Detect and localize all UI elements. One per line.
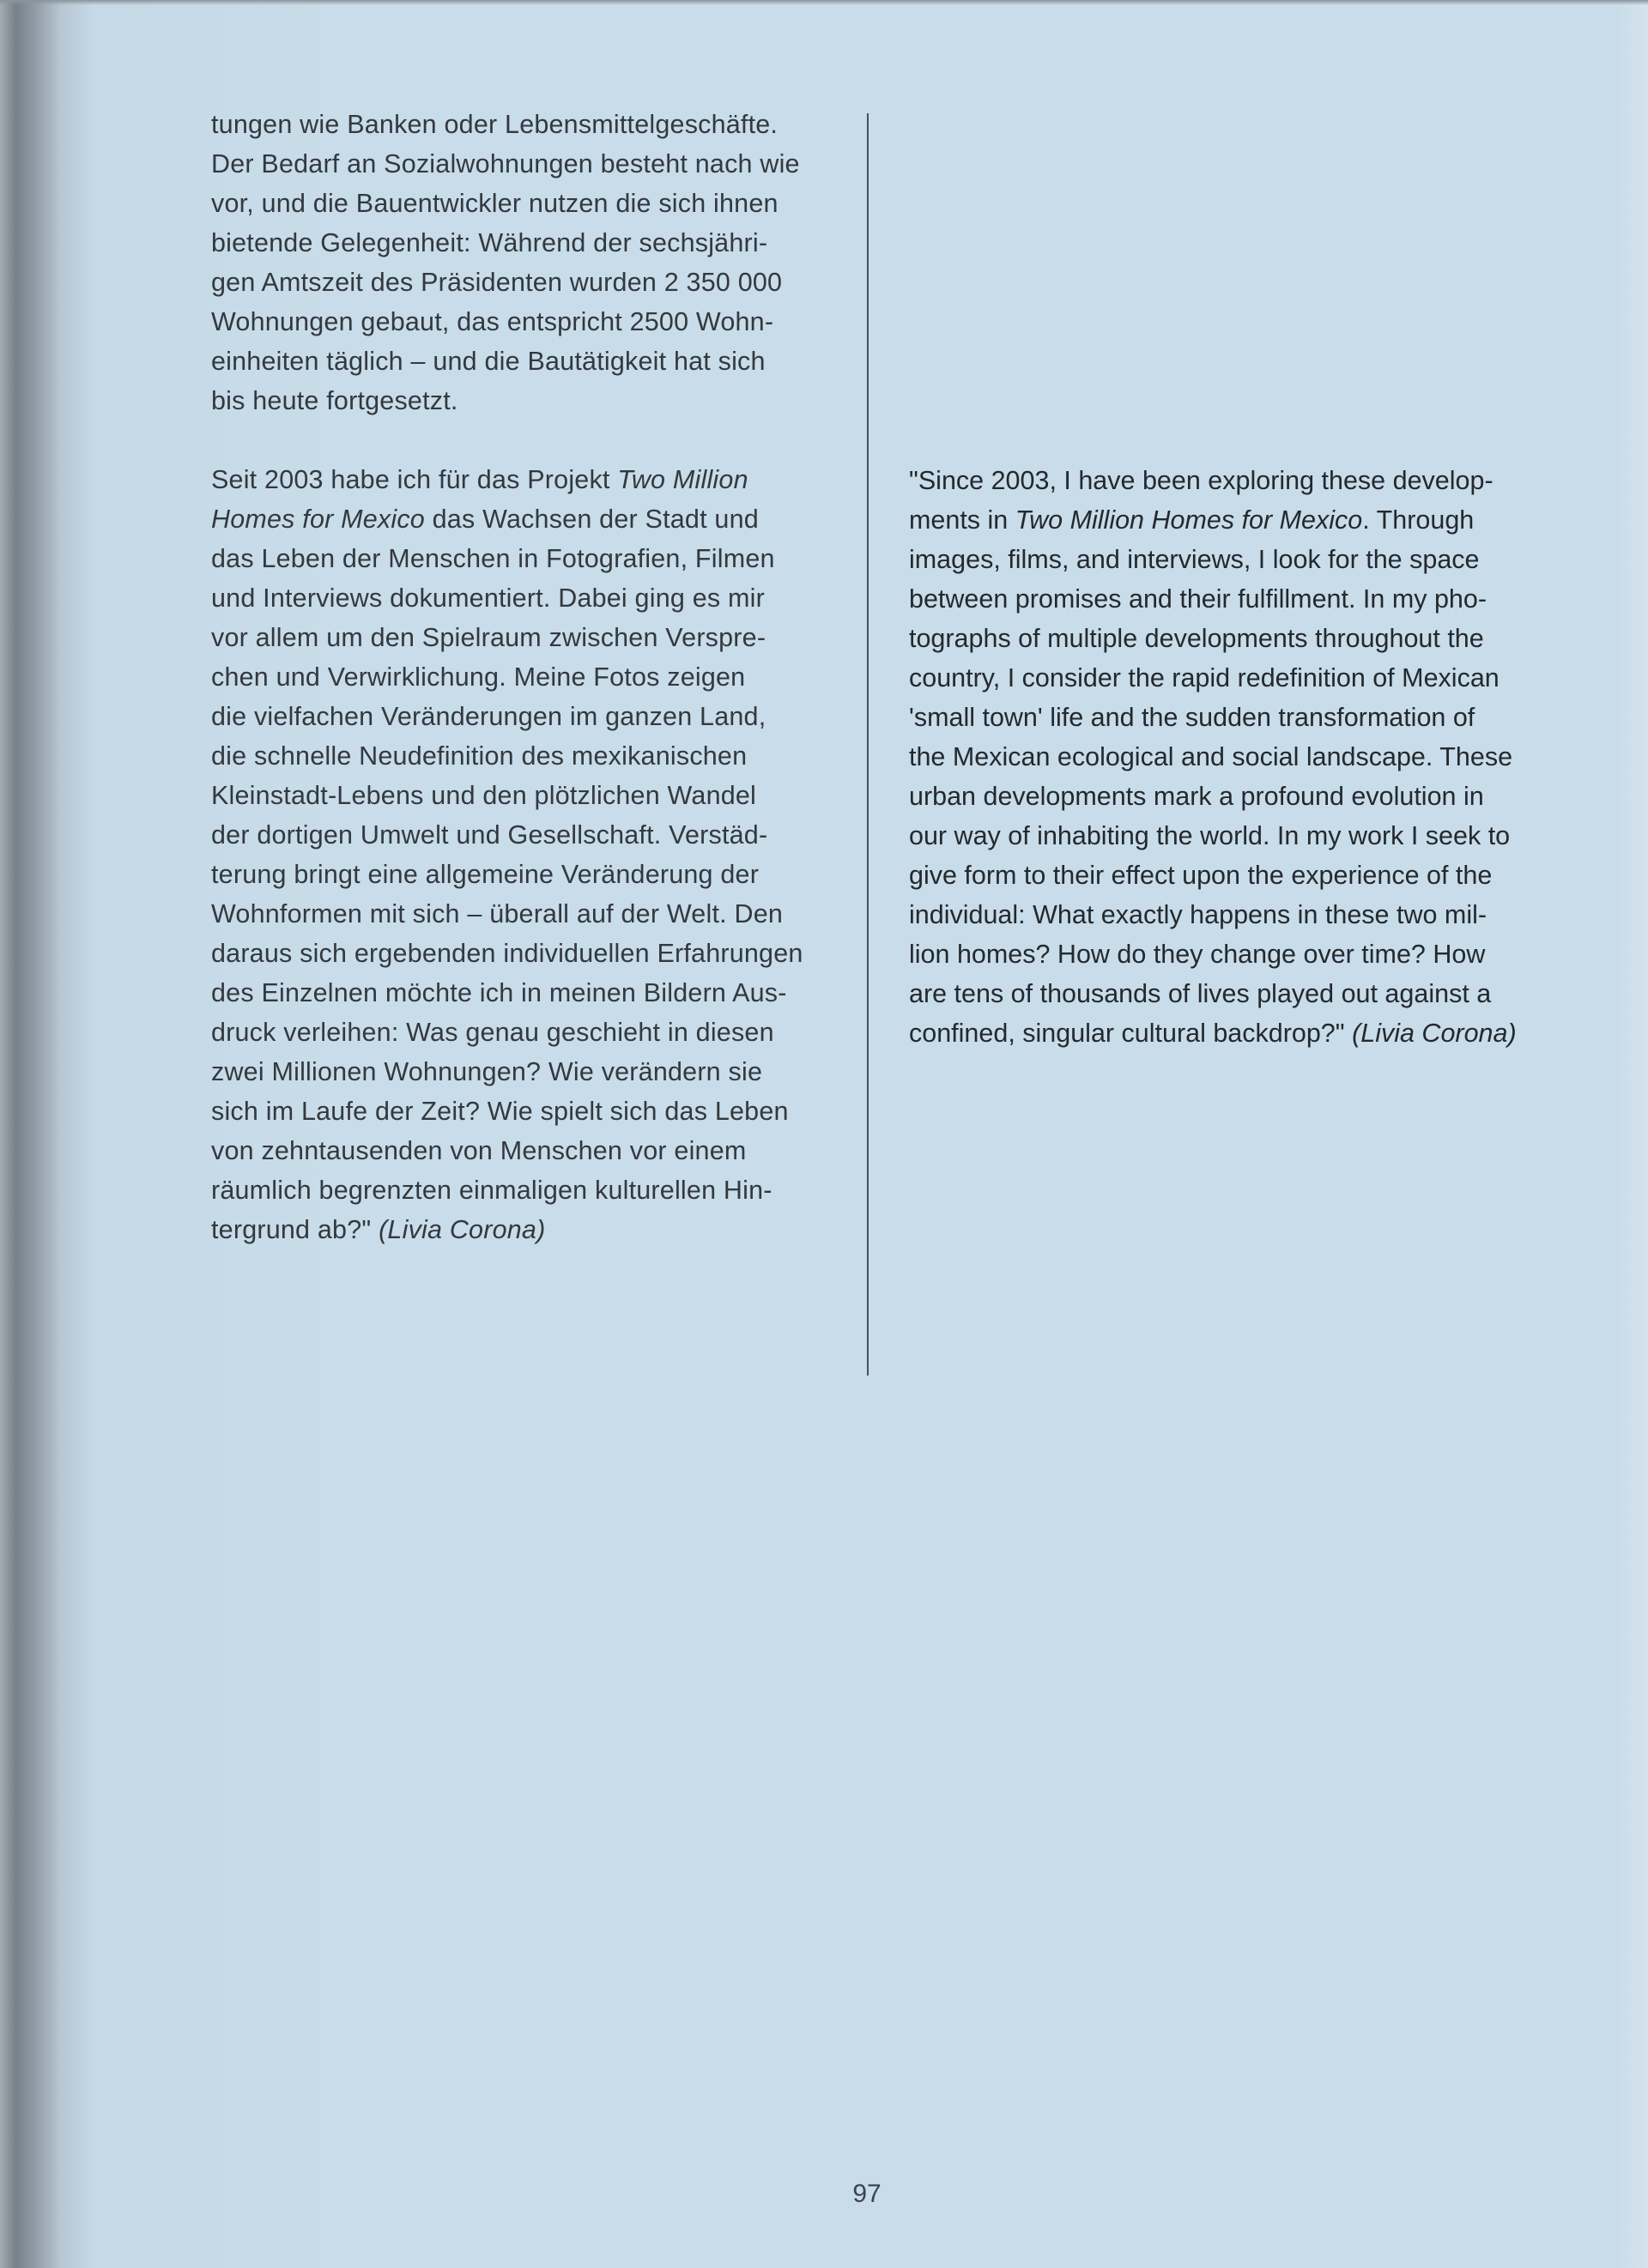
text-line: urban developments mark a profound evolution in	[909, 782, 1484, 811]
text-line: vor, und die Bauentwickler nutzen die sich ihnen	[211, 189, 779, 218]
text-line: der dortigen Umwelt und Gesellschaft. Verstäd-	[211, 820, 768, 850]
text-line: daraus sich ergebenden individuellen Erfahrungen	[211, 939, 803, 968]
text-line	[211, 499, 846, 539]
text-line: und Interviews dokumentiert. Dabei ging es mir	[211, 584, 765, 613]
text-line: chen und Verwirklichung. Meine Fotos zeigen	[211, 662, 746, 692]
text-line: des Einzelnen möchte ich in meinen Bildern Aus-	[211, 978, 787, 1007]
text-line: räumlich begrenzten einmaligen kulturellen Hin-	[211, 1176, 772, 1205]
page-number: 97	[852, 2180, 882, 2208]
text-line: gen Amtszeit des Präsidenten wurden 2 350 000	[211, 268, 783, 297]
text-run: das Wachsen der Stadt und	[424, 505, 759, 534]
german-paragraph-1	[211, 105, 846, 420]
text-line: bietende Gelegenheit: Während der sechsjähri-	[211, 228, 768, 257]
text-line: druck verleihen: Was genau geschieht in diesen	[211, 1018, 774, 1047]
text-run: ments in	[909, 505, 1015, 535]
text-line	[909, 1013, 1544, 1053]
text-line: sich im Laufe der Zeit? Wie spielt sich das Leben	[211, 1097, 789, 1126]
text-line: zwei Millionen Wohnungen? Wie verändern sie	[211, 1057, 763, 1086]
text-line: tographs of multiple developments throughout the	[909, 624, 1484, 653]
text-line: between promises and their fulfillment. In my pho-	[909, 584, 1487, 614]
project-title: Homes for Mexico	[211, 505, 425, 534]
author-credit: (Livia Corona)	[379, 1215, 546, 1244]
text-line: Wohnungen gebaut, das entspricht 2500 Wohn-	[211, 307, 774, 336]
text-line: the Mexican ecological and social landscape. These	[909, 742, 1513, 771]
text-run: confined, singular cultural backdrop?"	[909, 1019, 1353, 1048]
text-line: die vielfachen Veränderungen im ganzen Land,	[211, 702, 766, 731]
author-credit: (Livia Corona)	[1352, 1019, 1517, 1048]
text-line	[909, 500, 1544, 540]
text-line	[211, 1210, 846, 1249]
english-text-column	[909, 461, 1544, 1053]
text-line: einheiten täglich – und die Bautätigkeit hat sich	[211, 347, 766, 376]
text-line: our way of inhabiting the world. In my work I seek to	[909, 821, 1511, 850]
text-line: images, films, and interviews, I look for the space	[909, 545, 1480, 574]
text-run: tergrund ab?"	[211, 1215, 379, 1244]
text-line: lion homes? How do they change over time? How	[909, 940, 1486, 969]
column-divider	[867, 113, 869, 1376]
text-line: das Leben der Menschen in Fotografien, Filmen	[211, 544, 775, 573]
text-line: tungen wie Banken oder Lebensmittelgeschäfte.	[211, 110, 779, 139]
text-line: die schnelle Neudefinition des mexikanischen	[211, 741, 748, 771]
text-run: Seit 2003 habe ich für das Projekt	[211, 465, 618, 494]
text-line	[211, 460, 846, 499]
text-line: Wohnformen mit sich – überall auf der Welt. Den	[211, 899, 784, 928]
text-line: individual: What exactly happens in these two mil-	[909, 900, 1487, 929]
text-line: terung bringt eine allgemeine Veränderung der	[211, 860, 760, 889]
text-line: Der Bedarf an Sozialwohnungen besteht nach wie	[211, 149, 800, 178]
page-top-edge	[0, 0, 1648, 5]
project-title: Two Million Homes for Mexico	[1015, 505, 1363, 535]
text-line: von zehntausenden von Menschen vor einem	[211, 1136, 747, 1165]
text-line: "Since 2003, I have been exploring these develop-	[909, 466, 1494, 495]
text-line: 'small town' life and the sudden transformation of	[909, 703, 1475, 732]
german-text-column	[211, 105, 846, 1249]
text-line: vor allem um den Spielraum zwischen Verspre-	[211, 623, 766, 652]
text-line: are tens of thousands of lives played out against a	[909, 979, 1492, 1008]
text-line: Kleinstadt-Lebens und den plötzlichen Wandel	[211, 781, 757, 810]
text-run: . Through	[1362, 505, 1475, 535]
project-title: Two Million	[617, 465, 748, 494]
text-line: country, I consider the rapid redefinition of Mexican	[909, 663, 1500, 692]
german-paragraph-2	[211, 460, 846, 1249]
text-line: give form to their effect upon the experience of the	[909, 861, 1493, 890]
paragraph-gap	[211, 420, 846, 460]
text-line: bis heute fortgesetzt.	[211, 386, 458, 415]
